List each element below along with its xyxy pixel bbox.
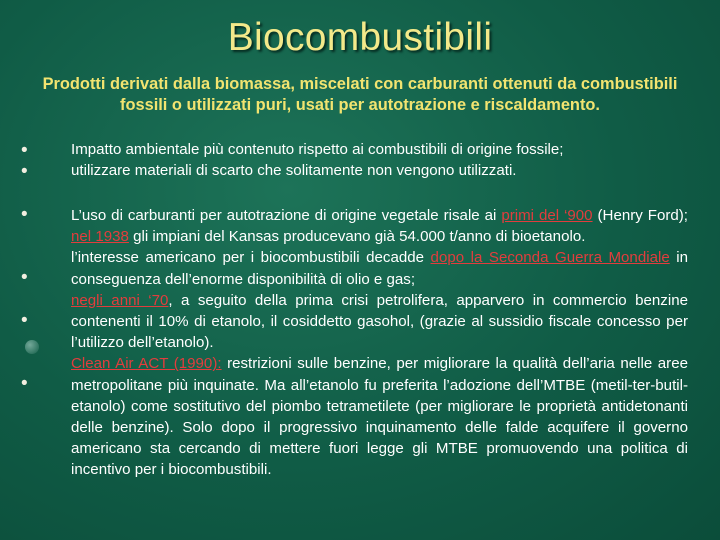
history-paragraph [71,205,688,247]
history-text-span: restrizioni sulle benzine, per migliorare la qualità dell’aria nelle aree metropolitane più inquinate. Ma all’etanolo fu preferita l’adozione dell’MTBE (metil-ter-butil-etanolo) come sostitutivo del piombo tetrametilete (per migliorare le proprietà antidetonanti delle benzine). Solo dopo il progressivo inquinamento delle falde acquifere il governo americano sta cercando di mettere fuori legge gli MTBE promuovendo una politica di incentivo per i biocombustibili. [71,355,688,479]
highlight-link[interactable]: nel 1938 [71,228,129,246]
bullet-icon: • [21,140,28,161]
history-text-span: l’interesse americano per i biocombustibili decadde [71,249,431,267]
history-text-span: (Henry Ford); [592,207,688,224]
decorative-orb-icon [25,340,39,354]
history-text [71,205,688,481]
highlight-link[interactable]: primi del ‘900 [501,207,593,224]
slide-subtitle: Prodotti derivati dalla biomassa, miscelati con carburanti ottenuti da combustibili fossili o utilizzati puri, usati per autotrazione e riscaldamento. [42,75,678,114]
history-text-span: , a seguito della prima crisi petrolifera, apparvero in commercio benzine contenenti il 10% di etanolo, il cosiddetto gasohol, (grazie al sussidio fiscale concesso per l’utilizzo dell’etanolo). [71,291,688,352]
history-text-span: L’uso di carburanti per autotrazione di origine vegetale risale ai [71,207,502,224]
bullet-icon: • [21,267,28,288]
intro-line: Impatto ambientale più contenuto rispetto ai combustibili di origine fossile; [71,141,564,158]
intro-text [71,139,688,181]
history-paragraph [71,353,688,480]
highlight-link[interactable]: dopo la Seconda Guerra Mondiale [430,249,670,267]
slide-title: Biocombustibili [227,16,493,59]
history-text-span: in conseguenza dell’enorme disponibilità di olio e gas; [71,249,688,288]
history-paragraph [71,247,688,289]
bullet-icon: • [21,373,28,394]
bullet-icon: • [21,204,28,225]
bullet-icon: • [21,310,28,331]
highlight-link[interactable]: negli anni ‘70 [71,291,169,309]
history-text-span: gli impiani del Kansas producevano già 54.000 t/anno di bioetanolo. [128,228,586,246]
history-paragraph [71,290,688,354]
bullet-icon: • [21,161,28,182]
intro-line: utilizzare materiali di scarto che solitamente non vengono utilizzati. [71,162,517,180]
highlight-link[interactable]: Clean Air ACT (1990): [71,355,222,373]
